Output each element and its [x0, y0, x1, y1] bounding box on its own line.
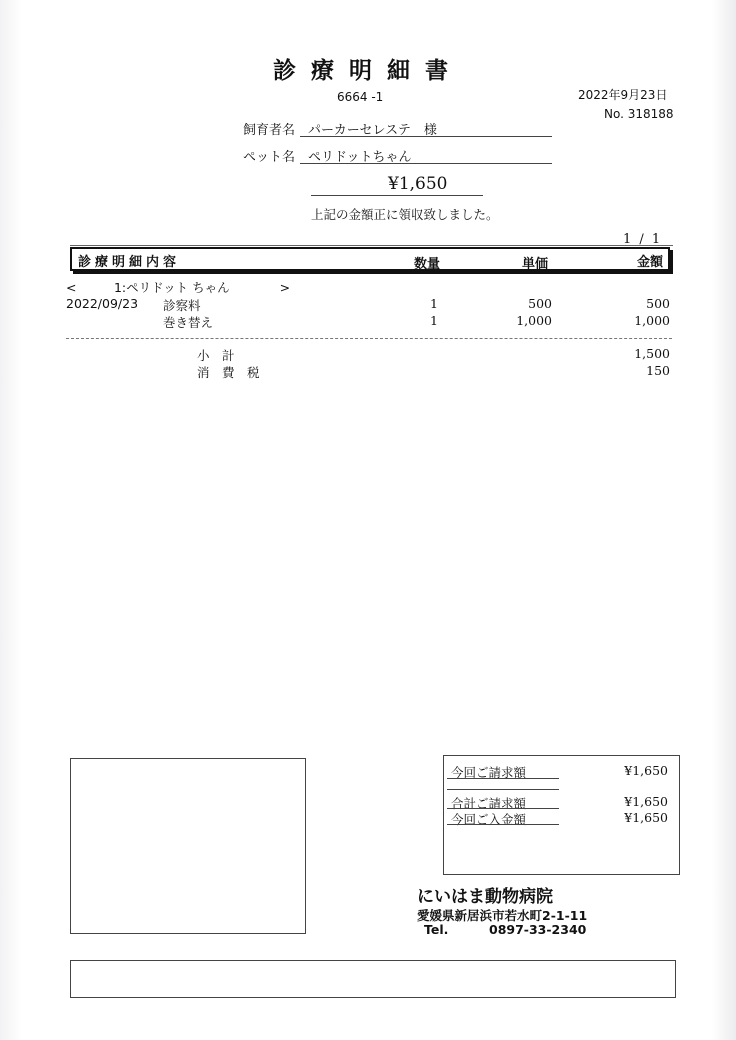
- current-billing-value: ¥1,650: [624, 763, 668, 778]
- receipt-statement: 上記の金額正に領収致しました。: [311, 207, 499, 222]
- document-title: 診療明細書: [273, 57, 463, 84]
- pet-line: < 1:ペリドット ちゃん >: [66, 280, 291, 295]
- row-amount: 500: [646, 296, 670, 311]
- current-payment-label: 今回ご入金額: [451, 812, 527, 827]
- clinic-address: 愛媛県新居浜市若水町2-1-11: [417, 908, 588, 923]
- tax-amount: 150: [646, 363, 670, 378]
- current-payment-underline: [447, 824, 559, 825]
- header-quantity: 数量: [414, 257, 441, 272]
- tax-label: 消 費 税: [197, 365, 260, 380]
- pet-label: ペット名: [243, 150, 296, 165]
- owner-underline: [300, 136, 552, 137]
- owner-label: 飼育者名: [243, 123, 296, 138]
- owner-name: パーカーセレステ 様: [308, 123, 437, 138]
- document-number: 6664 -1: [337, 90, 384, 104]
- stamp-box: [70, 758, 306, 934]
- subtotal-label: 小 計: [197, 348, 235, 363]
- subtotal-amount: 1,500: [634, 346, 670, 361]
- total-amount: ¥1,650: [388, 174, 448, 194]
- header-description: 診療明細内容: [78, 255, 181, 270]
- row-quantity: 1: [430, 313, 438, 328]
- total-billing-value: ¥1,650: [624, 794, 668, 809]
- current-billing-label: 今回ご請求額: [451, 765, 527, 780]
- subtotal-divider: [66, 338, 672, 339]
- header-unit-price: 単価: [522, 257, 549, 272]
- row-item: 巻き替え: [163, 315, 214, 330]
- pet-name: ペリドットちゃん: [308, 150, 412, 165]
- row-unit-price: 1,000: [516, 313, 552, 328]
- total-billing-underline: [447, 808, 559, 809]
- row-quantity: 1: [430, 296, 438, 311]
- header-amount: 金額: [637, 255, 664, 270]
- current-billing-underline: [447, 778, 559, 779]
- receipt-number: No. 318188: [604, 107, 674, 121]
- total-billing-label: 合計ご請求額: [451, 796, 527, 811]
- row-unit-price: 500: [528, 296, 552, 311]
- clinic-name: にいはま動物病院: [417, 887, 553, 907]
- remarks-box: [70, 960, 676, 998]
- current-payment-value: ¥1,650: [624, 810, 668, 825]
- page-indicator: 1 / 1: [623, 232, 663, 247]
- spacer-underline: [447, 789, 559, 790]
- clinic-tel: 0897-33-2340: [489, 922, 587, 937]
- clinic-tel-label: Tel.: [424, 922, 449, 937]
- row-date: 2022/09/23: [66, 296, 139, 311]
- row-amount: 1,000: [634, 313, 670, 328]
- issue-date: 2022年9月23日: [578, 88, 668, 102]
- pet-underline: [300, 163, 552, 164]
- row-item: 診察料: [163, 298, 201, 313]
- amount-underline: [311, 195, 483, 196]
- table-top-rule: [70, 245, 673, 246]
